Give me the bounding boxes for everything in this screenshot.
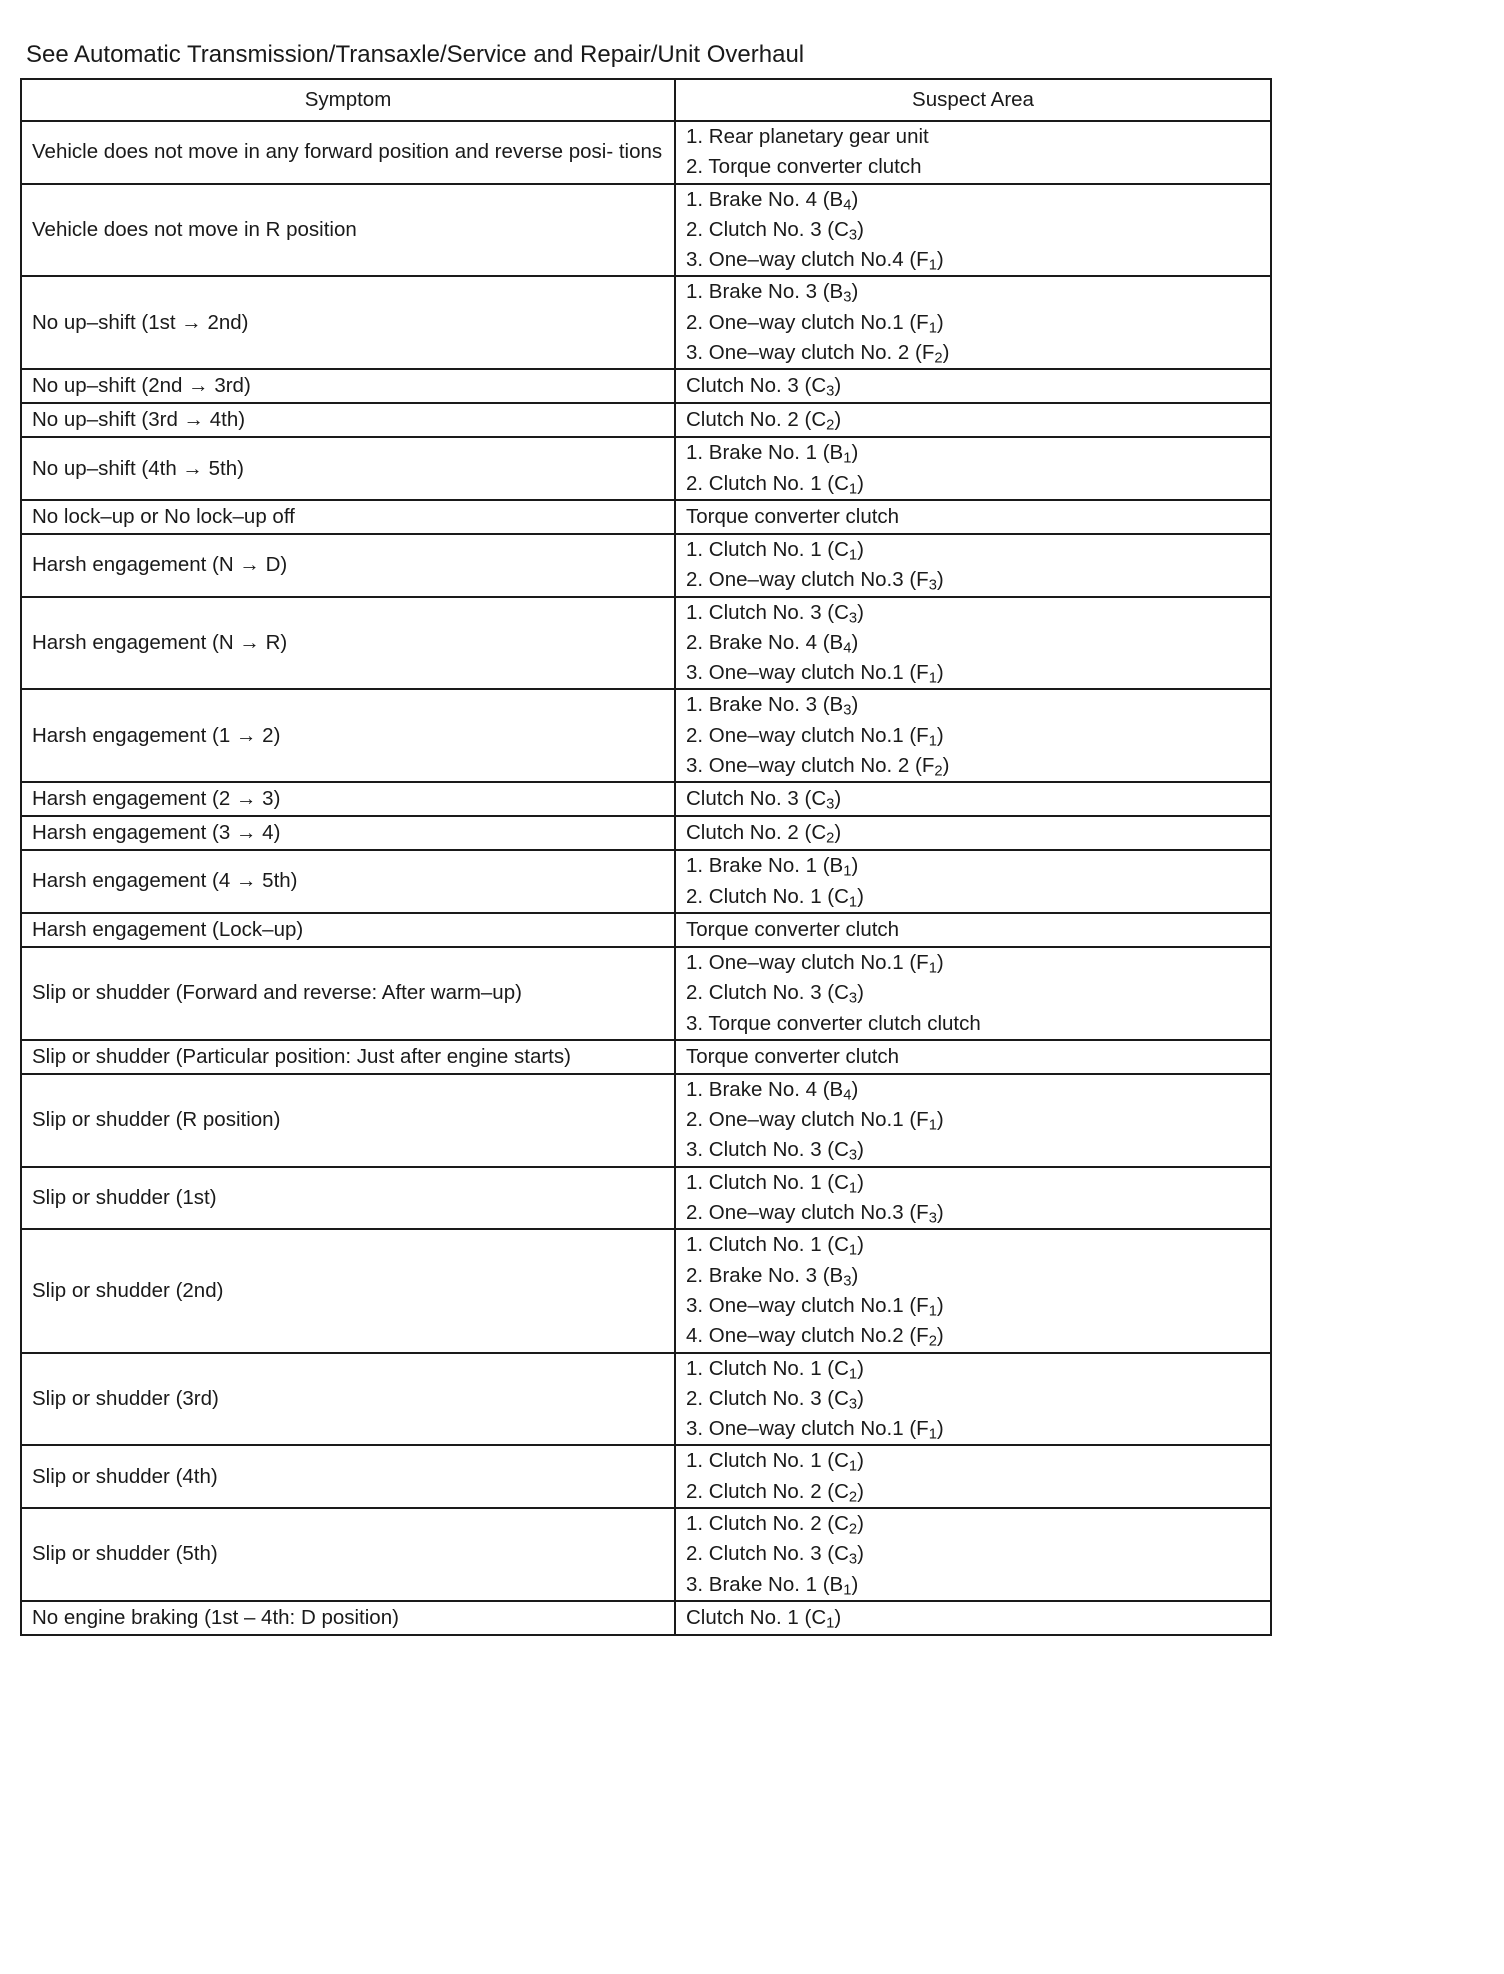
suspect-item-subscript: 3 xyxy=(826,383,835,400)
suspect-item-text: 2. One–way clutch No.1 (F xyxy=(686,1108,929,1132)
suspect-item-text: ) xyxy=(857,600,864,624)
suspect-item xyxy=(686,1230,1260,1260)
table-row xyxy=(21,913,1271,947)
suspect-item-text: ) xyxy=(857,884,864,908)
suspect-item-text: 1. Brake No. 3 (B xyxy=(686,693,844,717)
suspect-item-text: ) xyxy=(936,661,944,685)
table-row xyxy=(21,369,1271,403)
suspect-item-text: 3. One–way clutch No. 2 (F xyxy=(686,754,935,778)
suspect-area-cell xyxy=(675,121,1271,184)
suspect-item-subscript: 1 xyxy=(848,1243,858,1259)
suspect-item-text: ) xyxy=(942,754,950,778)
symptom-cell: No up–shift (4th → 5th) xyxy=(21,437,675,500)
suspect-item-text: ) xyxy=(851,1572,859,1596)
suspect-item-subscript: 2 xyxy=(934,763,943,780)
suspect-item-text: 1. Clutch No. 1 (C xyxy=(686,1233,849,1257)
suspect-item-subscript: 1 xyxy=(848,547,858,564)
suspect-item-subscript: 1 xyxy=(928,1117,937,1134)
suspect-area-cell xyxy=(675,1445,1271,1508)
suspect-item-text: ) xyxy=(857,1542,864,1566)
table-row xyxy=(21,1508,1271,1601)
suspect-item-text: Torque converter clutch xyxy=(686,1044,900,1068)
symptom-cell: Harsh engagement (1 → 2) xyxy=(21,689,675,782)
suspect-item-text: Clutch No. 3 (C xyxy=(686,787,827,811)
suspect-item-subscript: 3 xyxy=(848,990,858,1007)
symptom-cell: Slip or shudder (Particular position: Just after engine starts) xyxy=(21,1040,675,1074)
suspect-item-text: Torque converter clutch xyxy=(686,917,900,941)
suspect-item-subscript: 4 xyxy=(843,640,852,657)
suspect-item-text: ) xyxy=(851,854,859,878)
suspect-item-text: 2. Brake No. 4 (B xyxy=(686,630,844,654)
suspect-item-subscript: 1 xyxy=(928,960,937,977)
symptom-cell: Slip or shudder (2nd) xyxy=(21,1229,675,1352)
symptom-cell: No up–shift (1st → 2nd) xyxy=(21,276,675,369)
suspect-item-text: ) xyxy=(857,1511,864,1535)
suspect-item-text: 3. One–way clutch No.1 (F xyxy=(686,1293,929,1317)
suspect-item-subscript: 4 xyxy=(843,197,852,214)
suspect-item-subscript: 3 xyxy=(928,1210,937,1227)
symptom-table xyxy=(20,78,1272,1636)
suspect-item-subscript: 3 xyxy=(843,703,852,720)
suspect-item xyxy=(686,1509,1260,1539)
suspect-item-text: 2. Clutch No. 1 (C xyxy=(686,471,849,495)
suspect-item-text: ) xyxy=(834,374,842,398)
suspect-item-text: ) xyxy=(936,248,944,272)
suspect-item xyxy=(686,152,1260,182)
table-row xyxy=(21,1445,1271,1508)
suspect-item-text: Clutch No. 1 (C xyxy=(686,1605,827,1629)
suspect-item-text: ) xyxy=(857,217,864,241)
suspect-item-text: ) xyxy=(857,1356,864,1380)
suspect-item-text: Clutch No. 2 (C xyxy=(686,408,827,432)
suspect-area-cell xyxy=(675,1040,1271,1074)
table-row xyxy=(21,1040,1271,1074)
suspect-item-text: 1. Clutch No. 1 (C xyxy=(686,537,849,561)
symptom-cell: Harsh engagement (N → R) xyxy=(21,597,675,690)
suspect-item-text: 2. One–way clutch No.3 (F xyxy=(686,568,929,592)
suspect-item xyxy=(686,1539,1260,1569)
suspect-item-text: ) xyxy=(834,408,842,432)
table-row xyxy=(21,1229,1271,1352)
suspect-item-text: 1. Brake No. 4 (B xyxy=(686,187,844,211)
symptom-cell: No lock–up or No lock–up off xyxy=(21,500,675,534)
suspect-item xyxy=(686,405,1260,435)
suspect-item-subscript: 1 xyxy=(843,1582,852,1599)
suspect-item xyxy=(686,565,1260,595)
suspect-item-text: ) xyxy=(857,1479,864,1503)
suspect-item xyxy=(686,851,1260,881)
table-row xyxy=(21,184,1271,277)
suspect-item-text: ) xyxy=(936,1201,944,1225)
suspect-item-text: 2. Clutch No. 3 (C xyxy=(686,1386,849,1410)
suspect-item-text: 2. Clutch No. 2 (C xyxy=(686,1479,849,1503)
suspect-area-cell xyxy=(675,1167,1271,1230)
suspect-item xyxy=(686,1384,1260,1414)
suspect-item-text: ) xyxy=(851,280,859,304)
table-row xyxy=(21,1353,1271,1446)
suspect-item-subscript: 1 xyxy=(843,864,852,881)
table-row xyxy=(21,437,1271,500)
suspect-item xyxy=(686,371,1260,401)
suspect-area-cell xyxy=(675,947,1271,1040)
suspect-item xyxy=(686,1477,1260,1507)
suspect-item-text: ) xyxy=(857,471,864,495)
suspect-item-text: Torque converter clutch xyxy=(686,504,900,528)
symptom-cell: Vehicle does not move in any forward position and reverse posi- tions xyxy=(21,121,675,184)
table-body xyxy=(21,121,1271,1635)
suspect-area-cell xyxy=(675,913,1271,947)
suspect-item-text: ) xyxy=(857,1386,864,1410)
suspect-item-subscript: 3 xyxy=(843,1273,852,1290)
suspect-item-subscript: 1 xyxy=(928,670,937,687)
suspect-item-text: ) xyxy=(936,1293,944,1317)
suspect-item xyxy=(686,690,1260,720)
suspect-item xyxy=(686,1354,1260,1384)
suspect-item-text: 3. One–way clutch No.1 (F xyxy=(686,661,929,685)
suspect-item-text: Clutch No. 3 (C xyxy=(686,374,827,398)
suspect-item xyxy=(686,502,1260,532)
suspect-area-cell xyxy=(675,369,1271,403)
suspect-item xyxy=(686,438,1260,468)
symptom-cell: Harsh engagement (4 → 5th) xyxy=(21,850,675,913)
suspect-item-subscript: 2 xyxy=(934,350,943,367)
suspect-item xyxy=(686,338,1260,368)
suspect-item xyxy=(686,784,1260,814)
suspect-item-text: 2. One–way clutch No.1 (F xyxy=(686,723,929,747)
suspect-item-subscript: 1 xyxy=(928,320,937,337)
table-header-row xyxy=(21,79,1271,121)
header-suspect-area: Suspect Area xyxy=(675,79,1271,121)
suspect-area-cell xyxy=(675,437,1271,500)
suspect-item-text: ) xyxy=(936,1324,944,1348)
suspect-item xyxy=(686,721,1260,751)
suspect-area-cell xyxy=(675,534,1271,597)
table-row xyxy=(21,500,1271,534)
table-row xyxy=(21,276,1271,369)
suspect-item-text: ) xyxy=(942,341,950,365)
table-row xyxy=(21,689,1271,782)
suspect-item-text: 3. Brake No. 1 (B xyxy=(686,1572,844,1596)
suspect-item-text: ) xyxy=(936,310,944,334)
suspect-item-text: 1. Rear planetary gear unit xyxy=(686,125,929,148)
suspect-item xyxy=(686,1198,1260,1228)
suspect-item xyxy=(686,185,1260,215)
suspect-item-text: 1. Clutch No. 2 (C xyxy=(686,1511,849,1535)
suspect-area-cell xyxy=(675,816,1271,850)
suspect-item-text: ) xyxy=(857,1449,864,1473)
suspect-area-cell xyxy=(675,184,1271,277)
suspect-item-text: Clutch No. 2 (C xyxy=(686,821,827,845)
suspect-item-text: 2. Clutch No. 3 (C xyxy=(686,1542,849,1566)
symptom-cell: Harsh engagement (2 → 3) xyxy=(21,782,675,816)
suspect-item xyxy=(686,598,1260,628)
suspect-item xyxy=(686,1414,1260,1444)
suspect-item-subscript: 1 xyxy=(928,1426,937,1443)
suspect-item xyxy=(686,245,1260,275)
suspect-item-text: 3. Clutch No. 3 (C xyxy=(686,1138,849,1162)
suspect-item-text: ) xyxy=(851,1077,859,1101)
suspect-item-subscript: 3 xyxy=(848,1148,858,1165)
suspect-item-subscript: 1 xyxy=(848,894,858,911)
suspect-item-text: ) xyxy=(936,1417,944,1441)
suspect-item-text: ) xyxy=(851,693,859,717)
suspect-item xyxy=(686,1042,1260,1072)
suspect-item-text: ) xyxy=(936,568,944,592)
suspect-item-subscript: 1 xyxy=(843,451,852,468)
suspect-item-text: ) xyxy=(834,821,842,845)
symptom-cell: Slip or shudder (4th) xyxy=(21,1445,675,1508)
suspect-item-subscript: 1 xyxy=(928,257,937,274)
suspect-item-text: ) xyxy=(851,1263,859,1287)
suspect-item xyxy=(686,882,1260,912)
symptom-cell: No up–shift (2nd → 3rd) xyxy=(21,369,675,403)
suspect-item-text: 1. Brake No. 1 (B xyxy=(686,854,844,878)
suspect-area-cell xyxy=(675,1353,1271,1446)
suspect-item-subscript: 1 xyxy=(826,1615,835,1632)
suspect-item-text: ) xyxy=(851,630,859,654)
table-row xyxy=(21,597,1271,690)
suspect-item-subscript: 3 xyxy=(843,290,852,307)
suspect-item-subscript: 3 xyxy=(826,796,835,813)
table-row xyxy=(21,1167,1271,1230)
suspect-item-text: ) xyxy=(834,787,842,811)
suspect-item-text: 1. Brake No. 3 (B xyxy=(686,280,844,304)
symptom-cell: Slip or shudder (3rd) xyxy=(21,1353,675,1446)
suspect-area-cell xyxy=(675,850,1271,913)
suspect-item-text: 2. Torque converter clutch xyxy=(686,155,922,179)
suspect-item xyxy=(686,1075,1260,1105)
suspect-item-subscript: 3 xyxy=(848,1551,858,1568)
table-row xyxy=(21,1074,1271,1167)
table-row xyxy=(21,850,1271,913)
suspect-item-text: ) xyxy=(936,950,944,974)
suspect-item-text: 3. Torque converter clutch clutch xyxy=(686,1011,981,1035)
symptom-cell: Slip or shudder (Forward and reverse: After warm–up) xyxy=(21,947,675,1040)
suspect-item xyxy=(686,1009,1260,1039)
suspect-item xyxy=(686,1446,1260,1476)
suspect-item-text: 2. Clutch No. 1 (C xyxy=(686,884,849,908)
suspect-item-text: 1. One–way clutch No.1 (F xyxy=(686,950,929,974)
suspect-area-cell xyxy=(675,1508,1271,1601)
suspect-item xyxy=(686,277,1260,307)
suspect-item-subscript: 2 xyxy=(928,1333,937,1350)
suspect-item-text: ) xyxy=(857,1233,864,1257)
suspect-item-text: ) xyxy=(834,1605,842,1629)
suspect-item xyxy=(686,1291,1260,1321)
suspect-item-text: 3. One–way clutch No.1 (F xyxy=(686,1417,929,1441)
suspect-item xyxy=(686,915,1260,945)
suspect-item-subscript: 3 xyxy=(848,1396,858,1413)
suspect-item-text: ) xyxy=(857,981,864,1005)
suspect-item-text: ) xyxy=(851,441,859,465)
suspect-item-subscript: 2 xyxy=(826,417,835,434)
suspect-area-cell xyxy=(675,597,1271,690)
suspect-item-text: 2. Clutch No. 3 (C xyxy=(686,981,849,1005)
suspect-item-text: ) xyxy=(857,1138,864,1162)
suspect-item-text: 1. Clutch No. 1 (C xyxy=(686,1449,849,1473)
suspect-item xyxy=(686,1168,1260,1198)
suspect-item-text: ) xyxy=(936,723,944,747)
suspect-item-text: 1. Brake No. 4 (B xyxy=(686,1077,844,1101)
suspect-item xyxy=(686,1105,1260,1135)
symptom-cell: Slip or shudder (5th) xyxy=(21,1508,675,1601)
symptom-cell: Vehicle does not move in R position xyxy=(21,184,675,277)
suspect-item-text: 1. Clutch No. 1 (C xyxy=(686,1170,849,1194)
table-row xyxy=(21,534,1271,597)
table-row xyxy=(21,403,1271,437)
table-row xyxy=(21,121,1271,184)
suspect-item-subscript: 3 xyxy=(848,227,858,244)
suspect-item-text: 2. One–way clutch No.1 (F xyxy=(686,310,929,334)
suspect-item xyxy=(686,215,1260,245)
table-row xyxy=(21,947,1271,1040)
suspect-area-cell xyxy=(675,1229,1271,1352)
suspect-item-text: ) xyxy=(857,537,864,561)
suspect-item-text: ) xyxy=(936,1108,944,1132)
suspect-item-subscript: 1 xyxy=(928,1303,937,1320)
suspect-item xyxy=(686,122,1260,152)
suspect-item-subscript: 4 xyxy=(843,1087,852,1104)
suspect-item-text: 2. One–way clutch No.3 (F xyxy=(686,1201,929,1225)
suspect-area-cell xyxy=(675,782,1271,816)
suspect-item xyxy=(686,751,1260,781)
suspect-item xyxy=(686,1261,1260,1291)
suspect-area-cell xyxy=(675,1601,1271,1635)
suspect-item xyxy=(686,948,1260,978)
suspect-area-cell xyxy=(675,689,1271,782)
symptom-cell: Harsh engagement (3 → 4) xyxy=(21,816,675,850)
suspect-item-subscript: 2 xyxy=(826,830,835,847)
symptom-cell: Harsh engagement (Lock–up) xyxy=(21,913,675,947)
suspect-item xyxy=(686,658,1260,688)
header-symptom: Symptom xyxy=(21,79,675,121)
suspect-item xyxy=(686,1603,1260,1633)
suspect-area-cell xyxy=(675,1074,1271,1167)
suspect-item-subscript: 1 xyxy=(848,481,858,498)
suspect-item-subscript: 1 xyxy=(848,1180,858,1197)
symptom-cell: Slip or shudder (R position) xyxy=(21,1074,675,1167)
suspect-item-text: 3. One–way clutch No. 2 (F xyxy=(686,341,935,365)
suspect-item-subscript: 1 xyxy=(928,733,937,750)
suspect-area-cell xyxy=(675,403,1271,437)
suspect-item xyxy=(686,1321,1260,1351)
suspect-item-text: 1. Clutch No. 1 (C xyxy=(686,1356,849,1380)
suspect-area-cell xyxy=(675,500,1271,534)
suspect-item-text: 2. Brake No. 3 (B xyxy=(686,1263,844,1287)
suspect-item-subscript: 1 xyxy=(848,1459,858,1476)
suspect-item-text: 2. Clutch No. 3 (C xyxy=(686,217,849,241)
suspect-item xyxy=(686,628,1260,658)
table-row xyxy=(21,782,1271,816)
symptom-cell: Slip or shudder (1st) xyxy=(21,1167,675,1230)
suspect-item xyxy=(686,1570,1260,1600)
page-title: See Automatic Transmission/Transaxle/Service and Repair/Unit Overhaul xyxy=(26,41,805,68)
suspect-item xyxy=(686,818,1260,848)
suspect-item-text: 3. One–way clutch No.4 (F xyxy=(686,248,929,272)
suspect-area-cell xyxy=(675,276,1271,369)
suspect-item-subscript: 3 xyxy=(928,577,937,594)
suspect-item-subscript: 2 xyxy=(848,1489,858,1506)
suspect-item-text: ) xyxy=(857,1170,864,1194)
suspect-item xyxy=(686,978,1260,1008)
suspect-item-text: 1. Clutch No. 3 (C xyxy=(686,600,849,624)
suspect-item xyxy=(686,308,1260,338)
symptom-cell: No up–shift (3rd → 4th) xyxy=(21,403,675,437)
symptom-cell: No engine braking (1st – 4th: D position) xyxy=(21,1601,675,1635)
suspect-item-text: 1. Brake No. 1 (B xyxy=(686,441,844,465)
suspect-item-subscript: 2 xyxy=(848,1521,858,1538)
suspect-item-subscript: 1 xyxy=(848,1366,858,1383)
suspect-item xyxy=(686,535,1260,565)
suspect-item xyxy=(686,469,1260,499)
table-row xyxy=(21,816,1271,850)
symptom-cell: Harsh engagement (N → D) xyxy=(21,534,675,597)
suspect-item-text: 4. One–way clutch No.2 (F xyxy=(686,1324,929,1348)
table-row xyxy=(21,1601,1271,1635)
suspect-item xyxy=(686,1135,1260,1165)
suspect-item-text: ) xyxy=(851,187,859,211)
suspect-item-subscript: 3 xyxy=(848,610,858,627)
